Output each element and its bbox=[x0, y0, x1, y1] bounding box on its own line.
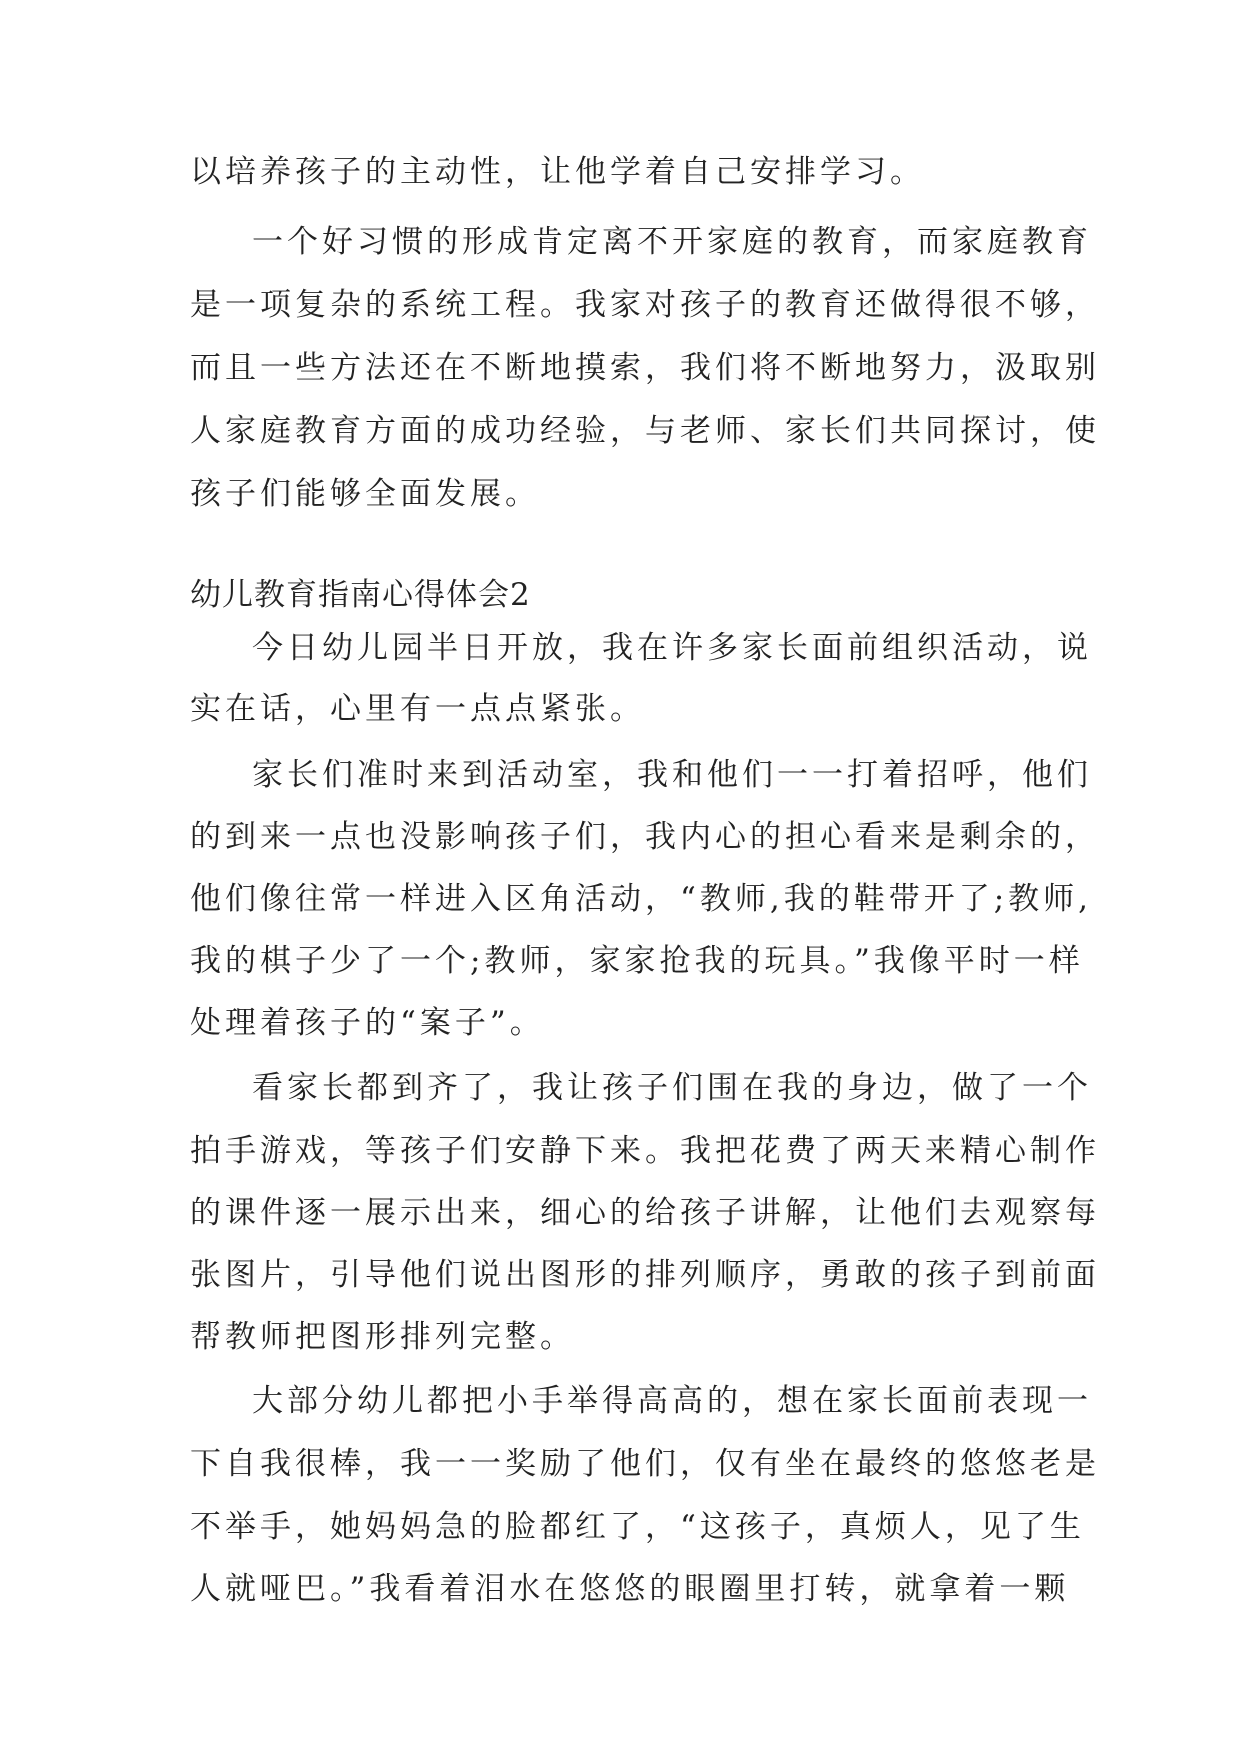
paragraph-line: 他们像往常一样进入区角活动，“教师,我的鞋带开了;教师, bbox=[190, 881, 1092, 917]
paragraph-line: 家长们准时来到活动室，我和他们一一打着招呼，他们 bbox=[252, 757, 1092, 793]
paragraph-line: 的到来一点也没影响孩子们，我内心的担心看来是剩余的， bbox=[190, 819, 1100, 855]
paragraph-line: 人家庭教育方面的成功经验，与老师、家长们共同探讨，使 bbox=[190, 413, 1100, 449]
paragraph-line: 张图片，引导他们说出图形的排列顺序，勇敢的孩子到前面 bbox=[190, 1257, 1100, 1293]
paragraph-line: 不举手，她妈妈急的脸都红了，“这孩子，真烦人，见了生 bbox=[190, 1509, 1085, 1545]
paragraph-line: 处理着孩子的“案子”。 bbox=[190, 1005, 545, 1041]
paragraph-line: 看家长都到齐了，我让孩子们围在我的身边，做了一个 bbox=[252, 1070, 1092, 1106]
paragraph-line: 是一项复杂的系统工程。我家对孩子的教育还做得很不够， bbox=[190, 287, 1100, 323]
paragraph-line: 我的棋子少了一个;教师，家家抢我的玩具。”我像平时一样 bbox=[190, 943, 1084, 979]
paragraph-line: 大部分幼儿都把小手举得高高的，想在家长面前表现一 bbox=[252, 1383, 1092, 1419]
paragraph-line: 拍手游戏，等孩子们安静下来。我把花费了两天来精心制作 bbox=[190, 1133, 1100, 1169]
paragraph-line: 以培养孩子的主动性，让他学着自己安排学习。 bbox=[190, 154, 925, 190]
section-heading: 幼儿教育指南心得体会2 bbox=[190, 577, 531, 613]
paragraph-line: 孩子们能够全面发展。 bbox=[190, 476, 540, 512]
paragraph-line: 的课件逐一展示出来，细心的给孩子讲解，让他们去观察每 bbox=[190, 1195, 1100, 1231]
paragraph-line: 人就哑巴。”我看着泪水在悠悠的眼圈里打转，就拿着一颗 bbox=[190, 1571, 1070, 1607]
paragraph-line: 而且一些方法还在不断地摸索，我们将不断地努力，汲取别 bbox=[190, 350, 1100, 386]
paragraph-line: 一个好习惯的形成肯定离不开家庭的教育，而家庭教育 bbox=[252, 224, 1092, 260]
paragraph-line: 下自我很棒，我一一奖励了他们，仅有坐在最终的悠悠老是 bbox=[190, 1446, 1100, 1482]
paragraph-line: 实在话，心里有一点点紧张。 bbox=[190, 691, 645, 727]
paragraph-line: 帮教师把图形排列完整。 bbox=[190, 1319, 575, 1355]
paragraph-line: 今日幼儿园半日开放，我在许多家长面前组织活动，说 bbox=[252, 630, 1092, 666]
